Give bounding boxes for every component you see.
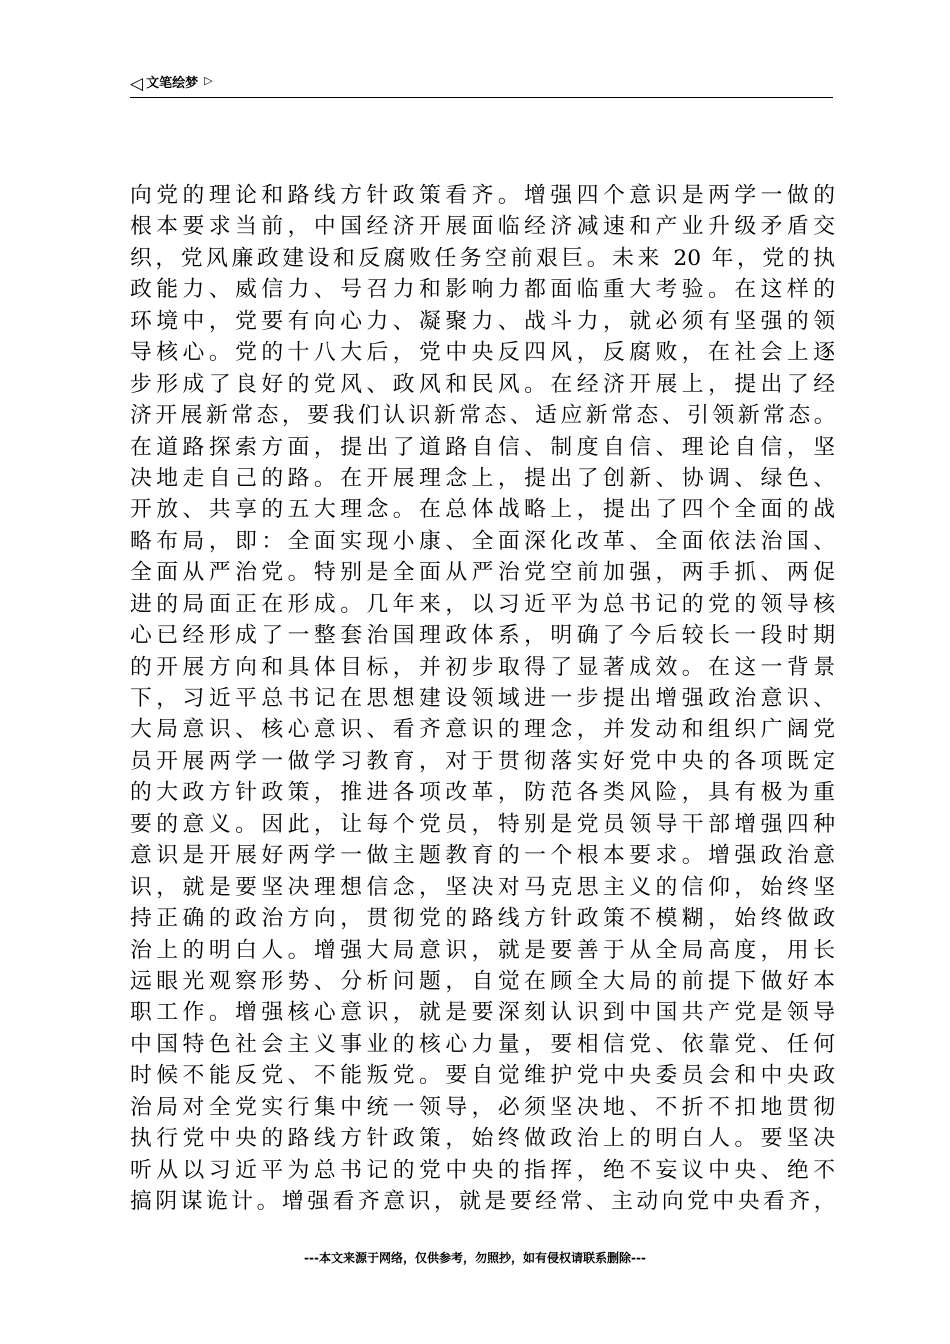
- page-header: [130, 74, 833, 98]
- body-line: 员开展两学一做学习教育，对于贯彻落实好党中央的各项既定: [130, 748, 835, 774]
- body-line: 要的意义。因此，让每个党员，特别是党员领导干部增强四种: [130, 811, 835, 837]
- body-line: 心已经形成了一整套治国理政体系，明确了今后较长一段时期: [130, 623, 835, 649]
- body-line: 略布局，即：全面实现小康、全面深化改革、全面依法治国、: [130, 528, 835, 554]
- body-line: 远眼光观察形势、分析问题，自觉在顾全大局的前提下做好本: [130, 968, 835, 994]
- body-text: [130, 180, 835, 1217]
- body-line: 时候不能反党、不能叛党。要自觉维护党中央委员会和中央政: [130, 1063, 835, 1089]
- body-line: 意识是开展好两学一做主题教育的一个根本要求。增强政治意: [130, 843, 835, 869]
- body-line: 的大政方针政策，推进各项改革，防范各类风险，具有极为重: [130, 780, 835, 806]
- header-brand: [130, 74, 213, 94]
- body-line: 导核心。党的十八大后，党中央反四风，反腐败，在社会上逐: [130, 340, 835, 366]
- header-divider: [130, 97, 833, 98]
- body-line: 环境中，党要有向心力、凝聚力、战斗力，就必须有坚强的领: [130, 308, 835, 334]
- body-line: 向党的理论和路线方针政策看齐。增强四个意识是两学一做的: [130, 183, 835, 208]
- triangle-left-outline-icon: ◁: [130, 74, 144, 94]
- body-line: 下，习近平总书记在思想建设领域进一步提出增强政治意识、: [130, 686, 835, 711]
- body-line: 职工作。增强核心意识，就是要深刻认识到中国共产党是领导: [130, 1000, 835, 1026]
- body-line: 中国特色社会主义事业的核心力量，要相信党、依靠党、任何: [130, 1031, 835, 1057]
- body-line: 政能力、威信力、号召力和影响力都面临重大考验。在这样的: [130, 277, 835, 303]
- body-line: 治局对全党实行集中统一领导，必须坚决地、不折不扣地贯彻: [130, 1094, 835, 1120]
- body-line: 根本要求当前，中国经济开展面临经济减速和产业升级矛盾交: [130, 214, 835, 240]
- body-line: 听从以习近平为总书记的党中央的指挥，绝不妄议中央、绝不: [130, 1157, 835, 1183]
- triangle-right-outline-icon: ▷: [204, 74, 213, 87]
- body-line: 识，就是要坚决理想信念，坚决对马克思主义的信仰，始终坚: [130, 874, 835, 900]
- body-line: 治上的明白人。增强大局意识，就是要善于从全局高度，用长: [130, 937, 835, 963]
- body-line: 搞阴谋诡计。增强看齐意识，就是要经常、主动向党中央看齐，: [130, 1189, 835, 1214]
- body-line: 持正确的政治方向，贯彻党的路线方针政策不模糊，始终做政: [130, 906, 835, 932]
- page-footer: ---本文来源于网络，仅供参考，勿照抄，如有侵权请联系删除---: [304, 1251, 646, 1265]
- body-line: 织，党风廉政建设和反腐败任务空前艰巨。未来 20 年，党的执: [130, 245, 835, 271]
- body-line: 决地走自己的路。在开展理念上，提出了创新、协调、绿色、: [130, 465, 835, 491]
- body-line: 开放、共享的五大理念。在总体战略上，提出了四个全面的战: [130, 497, 835, 523]
- body-line: 的开展方向和具体目标，并初步取得了显著成效。在这一背景: [130, 654, 835, 680]
- body-line: 全面从严治党。特别是全面从严治党空前加强，两手抓、两促: [130, 560, 835, 586]
- brand-label: 文笔绘梦: [146, 76, 199, 91]
- body-line: 步形成了良好的党风、政风和民风。在经济开展上，提出了经: [130, 371, 835, 397]
- body-line: 大局意识、核心意识、看齐意识的理念，并发动和组织广阔党: [130, 717, 835, 743]
- body-line: 进的局面正在形成。几年来，以习近平为总书记的党的领导核: [130, 591, 835, 617]
- body-line: 执行党中央的路线方针政策，始终做政治上的明白人。要坚决: [130, 1126, 835, 1152]
- body-line: 济开展新常态，要我们认识新常态、适应新常态、引领新常态。: [130, 403, 835, 429]
- body-line: 在道路探索方面，提出了道路自信、制度自信、理论自信，坚: [130, 434, 835, 460]
